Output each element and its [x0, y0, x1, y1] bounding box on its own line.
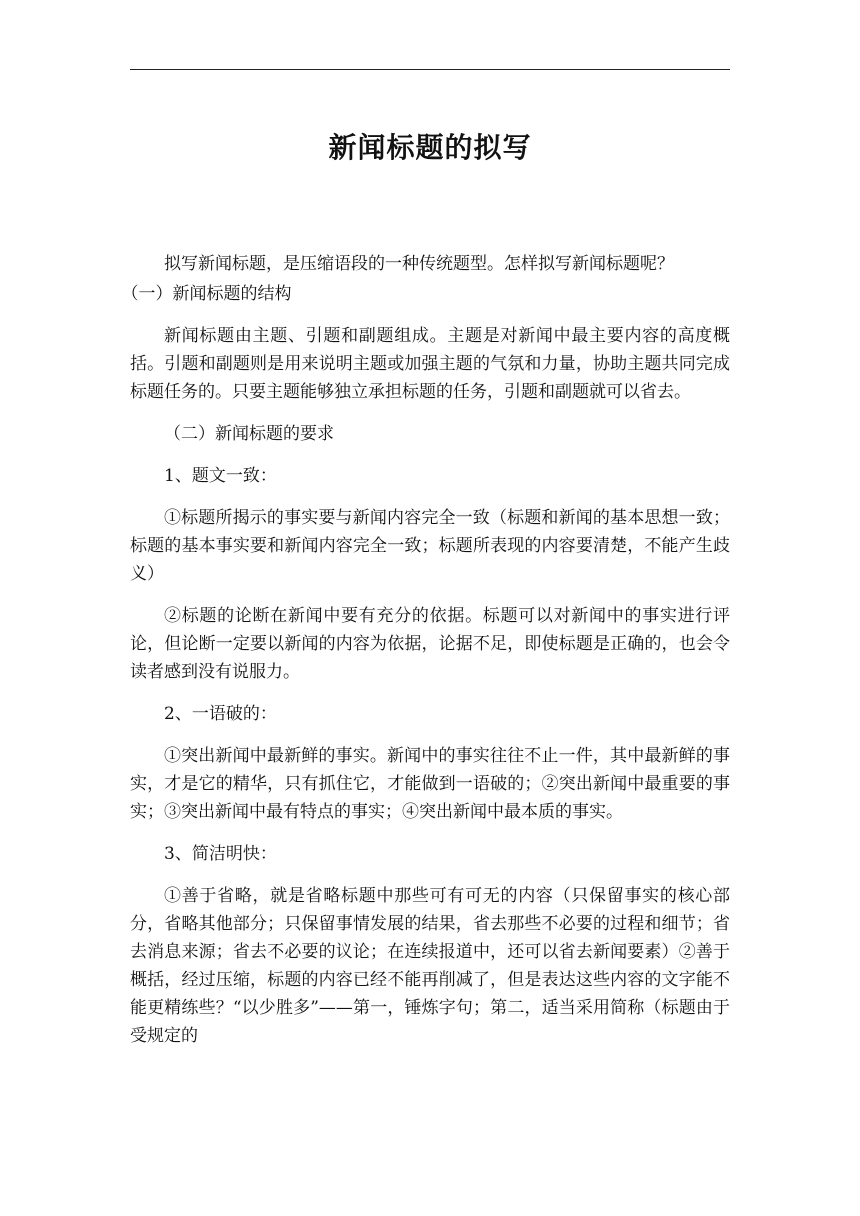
consistency-point-2: ②标题的论断在新闻中要有充分的依据。标题可以对新闻中的事实进行评论，但论断一定要以新闻的内容为依据，论据不足，即使标题是正确的，也会令读者感到没有说服力。: [130, 606, 730, 682]
consistency-point-1: ①标题所揭示的事实要与新闻内容完全一致（标题和新闻的基本思想一致；标题的基本事实要和新闻内容完全一致；标题所表现的内容要清楚，不能产生歧义）: [130, 508, 730, 584]
subheading-to-the-point: 2、一语破的：: [164, 704, 277, 724]
header-rule: [130, 69, 730, 70]
structure-paragraph: 新闻标题由主题、引题和副题组成。主题是对新闻中最主要内容的高度概括。引题和副题则是用来说明主题或加强主题的气氛和力量，协助主题共同完成标题任务的。只要主题能够独立承担标题的任务，引题和副题就可以省去。: [130, 326, 730, 402]
subheading-consistency: 1、题文一致：: [164, 466, 277, 486]
concise-paragraph: ①善于省略，就是省略标题中那些可有可无的内容（只保留事实的核心部分，省略其他部分；只保留事情发展的结果，省去那些不必要的过程和细节；省去消息来源；省去不必要的议论；在连续报道中，还可以省去新闻要素）②善于概括，经过压缩，标题的内容已经不能再削减了，但是表达这些内容的文字能不能更精练些？“以少胜多”——第一，锤炼字句；第二，适当采用简称（标题由于受规定的: [130, 886, 730, 1046]
document-body: [121, 250, 730, 1050]
section-heading-requirements: （二）新闻标题的要求: [164, 424, 334, 444]
document-title: 新闻标题的拟写: [328, 131, 532, 164]
section-heading-structure: （一）新闻标题的结构: [121, 284, 292, 304]
subheading-concise: 3、简洁明快：: [164, 844, 277, 864]
to-the-point-paragraph: ①突出新闻中最新鲜的事实。新闻中的事实往往不止一件，其中最新鲜的事实，才是它的精华，只有抓住它，才能做到一语破的；②突出新闻中最重要的事实；③突出新闻中最有特点的事实；④突出新闻中最本质的事实。: [130, 746, 730, 822]
intro-paragraph: 拟写新闻标题，是压缩语段的一种传统题型。怎样拟写新闻标题呢？: [164, 254, 674, 274]
